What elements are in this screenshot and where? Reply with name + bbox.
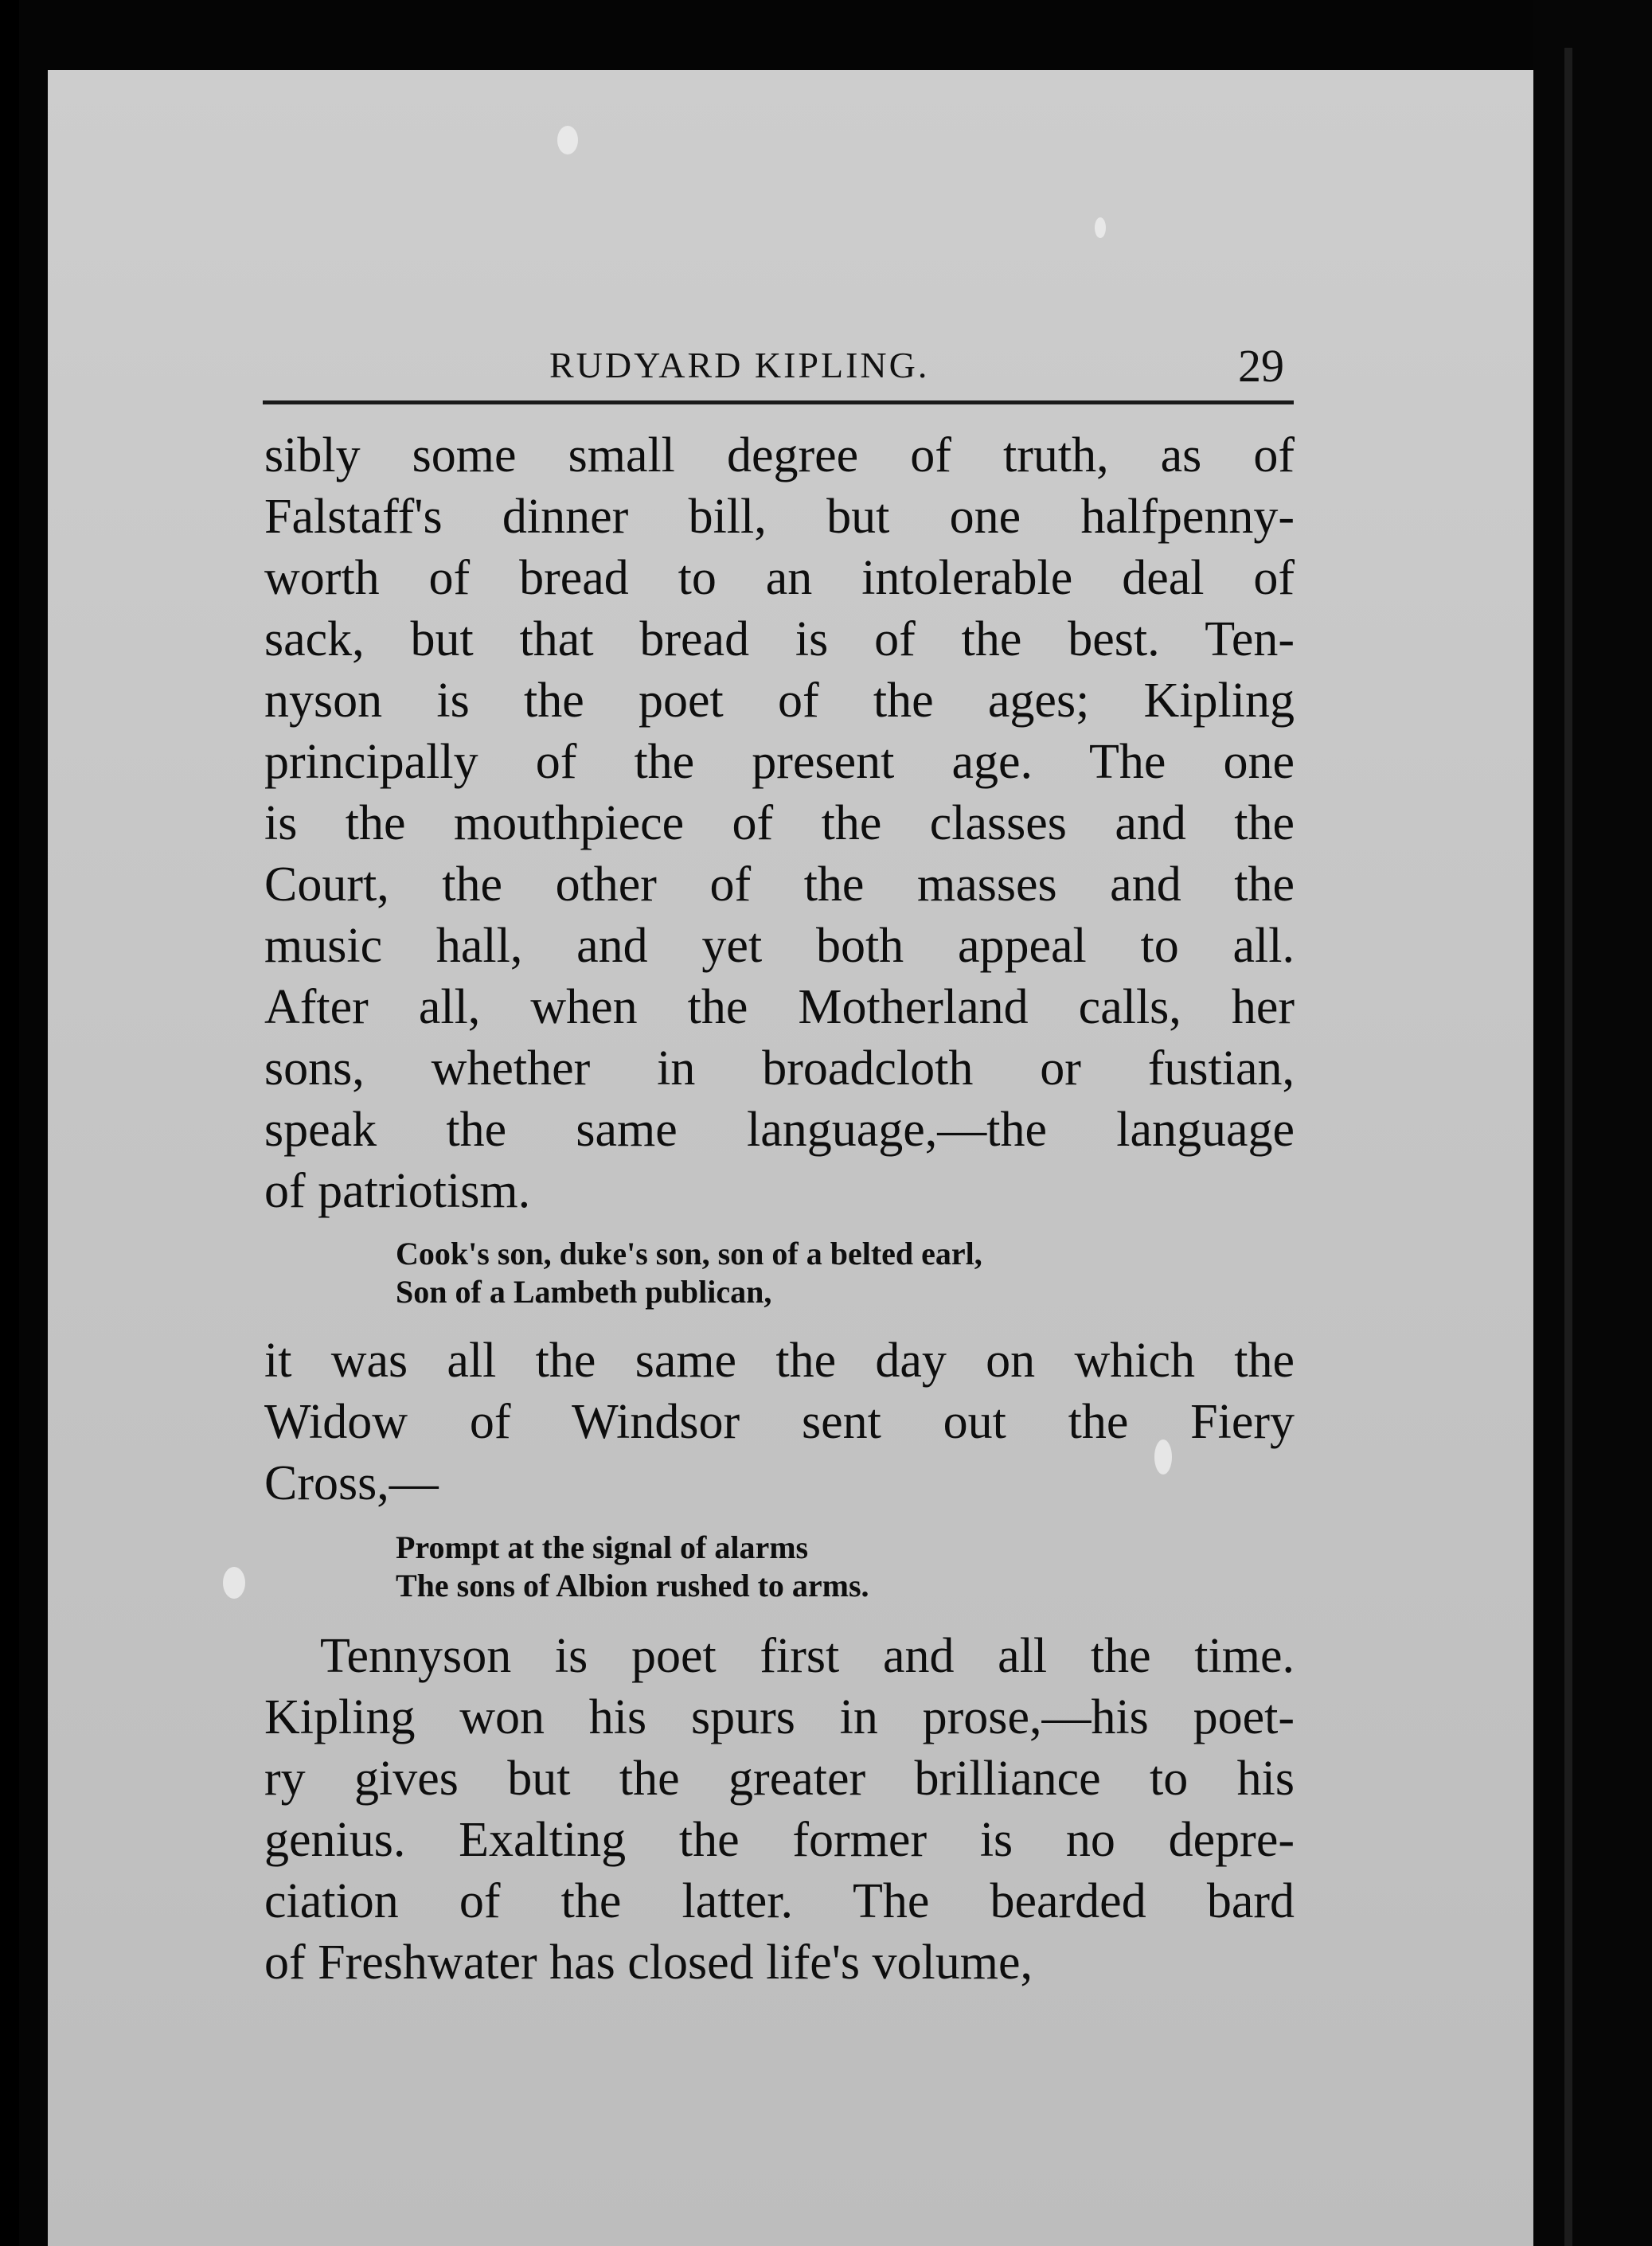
text-line: genius. Exalting the former is no depre- bbox=[264, 1813, 1295, 1867]
text-line: speak the same language,—the language bbox=[264, 1103, 1295, 1157]
text-line: After all, when the Motherland calls, her bbox=[264, 980, 1295, 1034]
text-line: of Freshwater has closed life's volume, bbox=[264, 1935, 1033, 1990]
text-line: nyson is the poet of the ages; Kipling bbox=[264, 674, 1295, 728]
scan-right-border bbox=[1533, 0, 1652, 2246]
paragraph-2 bbox=[264, 1330, 1295, 1514]
dust-speck bbox=[1095, 217, 1106, 238]
running-title: RUDYARD KIPLING. bbox=[549, 345, 930, 385]
text-line: worth of bread to an intolerable deal of bbox=[264, 551, 1295, 605]
verse-line: Cook's son, duke's son, son of a belted earl, bbox=[396, 1236, 982, 1271]
verse-line: Son of a Lambeth publican, bbox=[396, 1274, 772, 1310]
text-line: Court, the other of the masses and the bbox=[264, 857, 1295, 912]
dust-speck bbox=[557, 126, 578, 154]
text-line: Cross,— bbox=[264, 1456, 439, 1510]
scan-right-stripe bbox=[1564, 48, 1572, 2246]
text-line: ciation of the latter. The bearded bard bbox=[264, 1874, 1295, 1928]
header-rule bbox=[263, 400, 1294, 404]
text-line: of patriotism. bbox=[264, 1164, 531, 1218]
text-line: Tennyson is poet first and all the time. bbox=[320, 1629, 1295, 1683]
text-line: is the mouthpiece of the classes and the bbox=[264, 796, 1295, 850]
text-line: Falstaff's dinner bill, but one halfpenny- bbox=[264, 490, 1295, 544]
text-line: Kipling won his spurs in prose,—his poet- bbox=[264, 1690, 1295, 1744]
text-line: sack, but that bread is of the best. Ten- bbox=[264, 612, 1295, 666]
verse-line: Prompt at the signal of alarms bbox=[396, 1529, 809, 1565]
verse-quote-2 bbox=[396, 1529, 1295, 1605]
dust-speck bbox=[223, 1567, 245, 1599]
text-line: ry gives but the greater brilliance to his bbox=[264, 1752, 1295, 1806]
text-line: Widow of Windsor sent out the Fiery bbox=[264, 1395, 1295, 1449]
verse-quote-1 bbox=[396, 1235, 1295, 1311]
text-line: sibly some small degree of truth, as of bbox=[264, 428, 1295, 482]
verse-line: The sons of Albion rushed to arms. bbox=[396, 1568, 869, 1603]
paragraph-3 bbox=[264, 1626, 1295, 1994]
text-line: sons, whether in broadcloth or fustian, bbox=[264, 1041, 1295, 1096]
paragraph-1 bbox=[264, 425, 1295, 1222]
page-number: 29 bbox=[1238, 340, 1284, 392]
page-body bbox=[264, 425, 1295, 1994]
text-line: music hall, and yet both appeal to all. bbox=[264, 919, 1295, 973]
text-line: it was all the same the day on which the bbox=[264, 1334, 1295, 1388]
scan-left-border bbox=[0, 0, 19, 2246]
text-line: principally of the present age. The one bbox=[264, 735, 1295, 789]
